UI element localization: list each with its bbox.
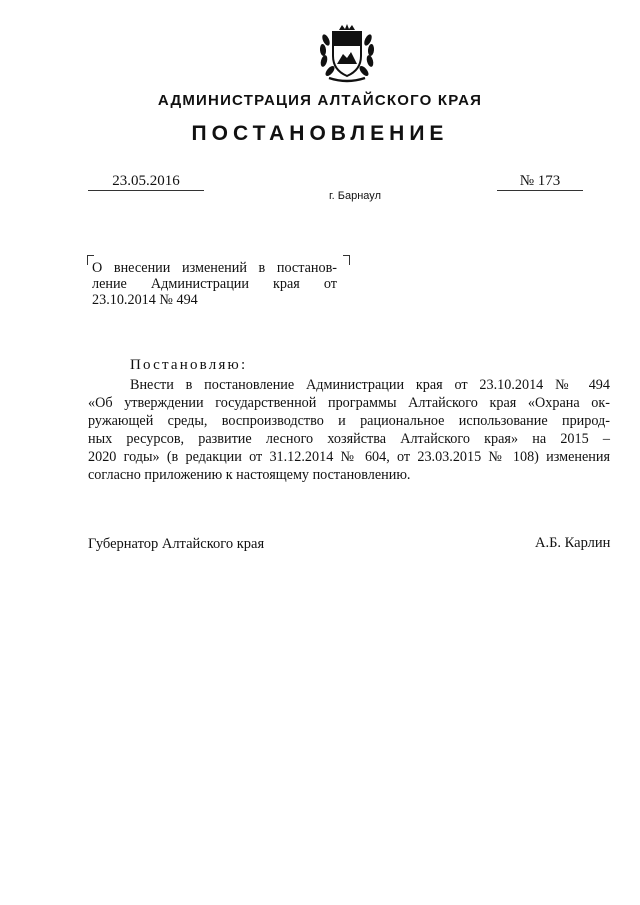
- subject-line: ление Администрации края от: [92, 276, 337, 292]
- subject-corner-right: [343, 255, 350, 265]
- document-type: ПОСТАНОВЛЕНИЕ: [191, 122, 449, 145]
- organization-name: АДМИНИСТРАЦИЯ АЛТАЙСКОГО КРАЯ: [157, 92, 483, 109]
- signer-title: Губернатор Алтайского края: [88, 536, 265, 552]
- body-line: «Об утверждении государственной программы Алтайского края «Охрана ок-: [88, 395, 610, 411]
- signer-name: А.Б. Карлин: [535, 535, 611, 551]
- subject-line: О внесении изменений в постанов-: [92, 260, 337, 276]
- body-line: ных ресурсов, развитие лесного хозяйства Алтайского края» на 2015 –: [88, 431, 610, 447]
- resolve-word: Постановляю:: [130, 357, 248, 373]
- subject-line: 23.10.2014 № 494: [92, 292, 198, 308]
- body-line: согласно приложению к настоящему постановлению.: [88, 467, 411, 483]
- body-line: ружающей среды, воспроизводство и рациональное использование природ-: [88, 413, 610, 429]
- document-city: г. Барнаул: [329, 190, 381, 202]
- document-body: [88, 376, 610, 484]
- document-number: № 173: [497, 172, 583, 191]
- document-date: 23.05.2016: [88, 172, 204, 191]
- body-line: Внести в постановление Администрации края от 23.10.2014 № 494: [130, 377, 610, 393]
- coat-of-arms-icon: [317, 22, 377, 84]
- body-line: 2020 годы» (в редакции от 31.12.2014 № 604, от 23.03.2015 № 108) изменения: [88, 449, 610, 465]
- document-subject: [92, 260, 337, 308]
